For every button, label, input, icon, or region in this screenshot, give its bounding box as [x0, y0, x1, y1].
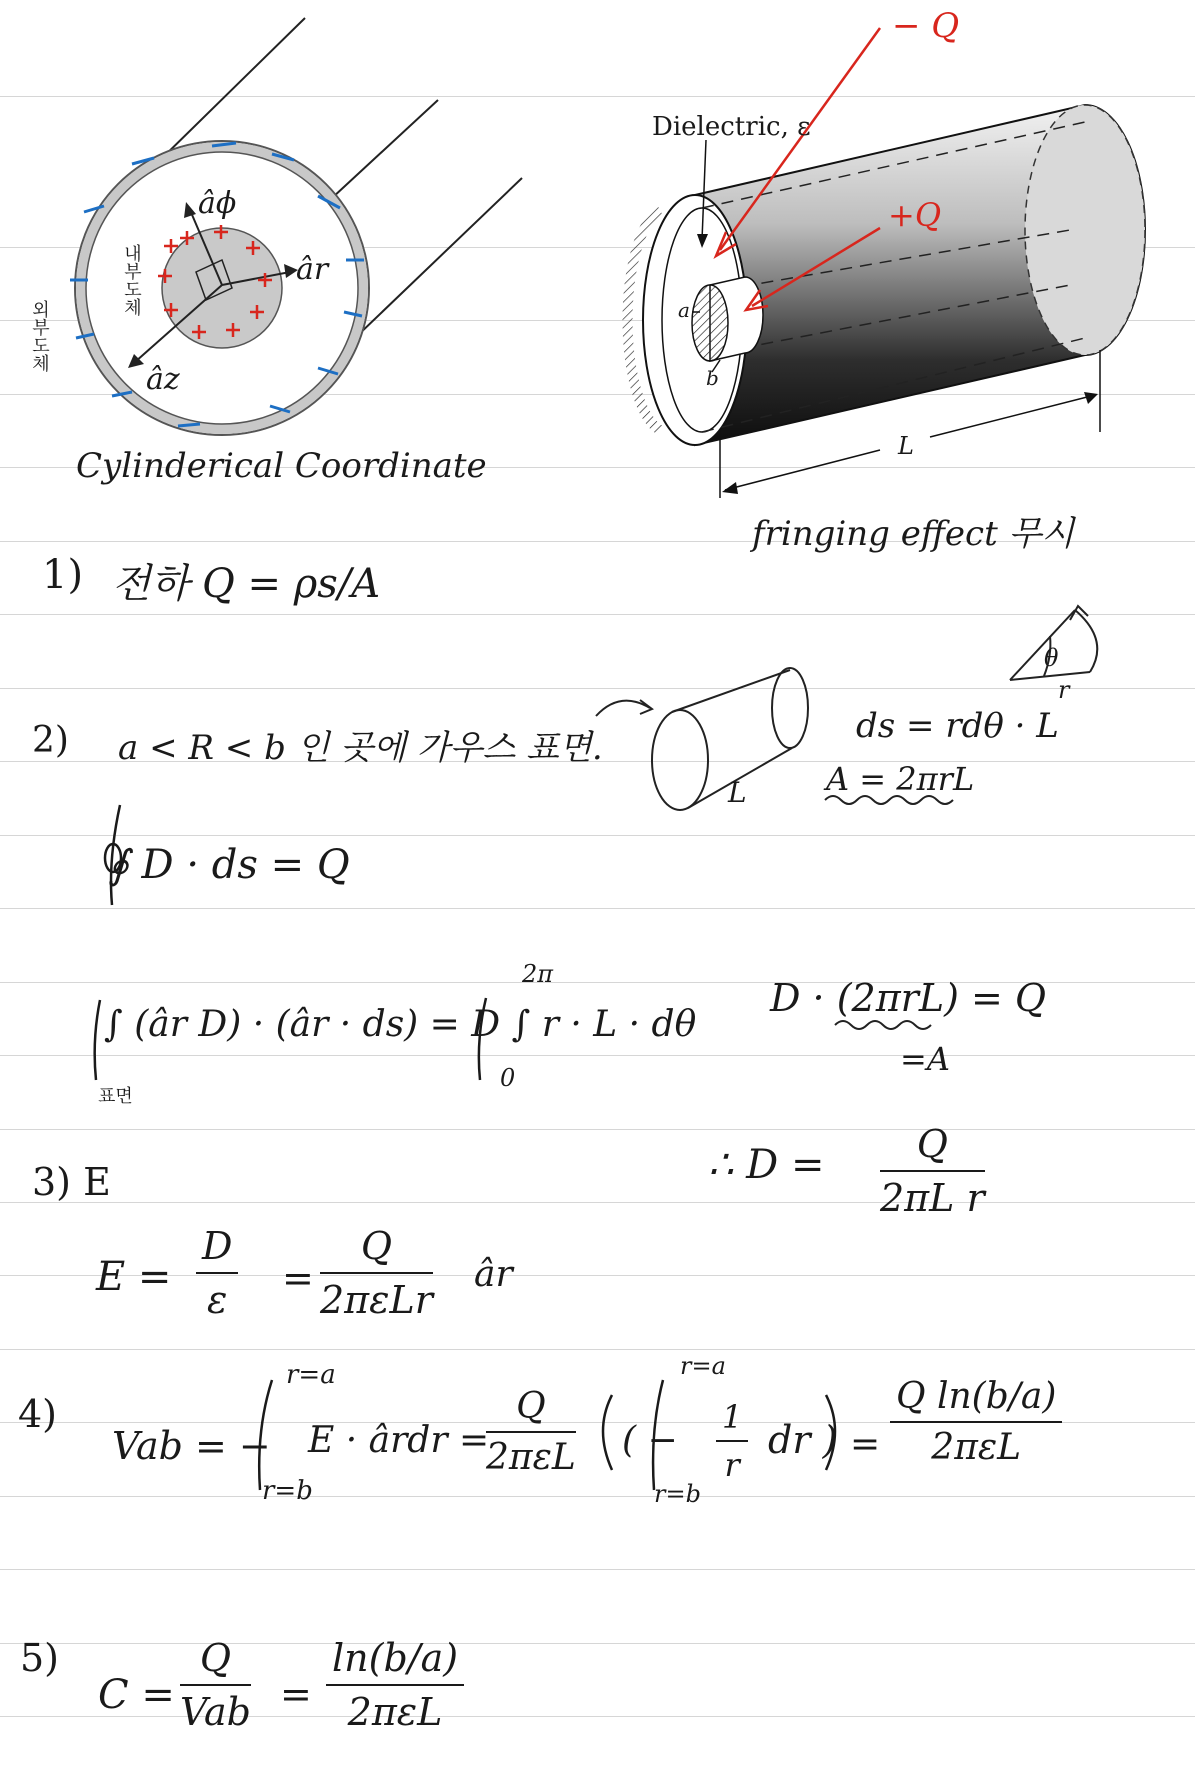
fringing-note: fringing effect 무시 — [752, 514, 1075, 554]
equals-sign-4: = — [850, 1424, 881, 1465]
therefore-d: ∴ D = — [708, 1142, 825, 1188]
vab-result-denominator: 2πεL — [931, 1427, 1022, 1468]
upper-limit-1: r=a — [286, 1360, 336, 1390]
ds-equation: ds = rdθ · L — [856, 706, 1059, 746]
vab-factor-fraction — [486, 1386, 576, 1478]
step-4-number: 4) — [18, 1392, 58, 1436]
c-fraction-2 — [326, 1636, 464, 1734]
gauss-law: ∮ D · ds = Q — [108, 842, 350, 888]
theta-label: θ — [1044, 644, 1059, 672]
surface-subscript: 표면 — [98, 1086, 133, 1107]
e-fraction-1-denominator: ε — [207, 1278, 228, 1322]
gaussian-cylinder-length: L — [728, 776, 747, 809]
area-under-label: =A — [900, 1040, 950, 1078]
vab-lhs: Vab = − — [112, 1424, 271, 1468]
one-over-r-numerator: 1 — [716, 1398, 748, 1442]
vab-result-fraction — [890, 1376, 1062, 1468]
radius-b-label: b — [706, 366, 719, 390]
pos-charge-label: +Q — [888, 196, 942, 234]
inner-conductor-label: 내부도체 — [121, 244, 142, 316]
c-lhs: C = — [98, 1672, 175, 1718]
one-over-r-denominator: r — [724, 1446, 740, 1484]
neg-charge-label: − Q — [892, 6, 960, 46]
lower-limit-2: r=b — [654, 1480, 701, 1508]
upper-limit-2: r=a — [680, 1352, 726, 1380]
equals-sign-5: = — [280, 1672, 312, 1716]
wavy-underline — [835, 1021, 931, 1029]
a-z-label: âz — [146, 362, 180, 397]
area-equation: A = 2πrL — [826, 760, 975, 798]
e-fraction-2-denominator: 2πεLr — [320, 1278, 433, 1322]
c-fraction-1-numerator: Q — [180, 1636, 251, 1686]
e-fraction-1 — [196, 1224, 238, 1322]
c-fraction-1-denominator: Vab — [180, 1690, 251, 1734]
equals-sign: = — [282, 1256, 314, 1300]
vab-result-numerator: Q ln(b/a) — [890, 1376, 1062, 1423]
vab-factor-denominator: 2πεL — [486, 1437, 576, 1478]
coax-cable-3d — [628, 28, 1145, 498]
step-1-text: 전하 Q = ρs/A — [112, 561, 381, 607]
lower-limit-1: r=b — [262, 1476, 313, 1506]
paren-open: ( − — [622, 1420, 678, 1461]
gaussian-cylinder-sketch — [596, 668, 808, 810]
step-1-number: 1) — [42, 552, 84, 598]
a-r-label: âr — [296, 252, 329, 287]
d-fraction-numerator: Q — [880, 1122, 985, 1172]
e-unit-vector: âr — [474, 1254, 513, 1295]
dr-close: dr ) — [768, 1418, 838, 1462]
figure-caption: Cylinderical Coordinate — [76, 446, 487, 486]
d-fraction — [880, 1122, 985, 1220]
e-lhs: E = — [96, 1254, 172, 1300]
d-fraction-denominator: 2πL r — [880, 1176, 985, 1220]
c-fraction-1 — [180, 1636, 251, 1734]
surface-integral: ∫ (âr D) · (âr · ds) = D ∫ r · L · dθ — [104, 1004, 697, 1045]
c-fraction-2-denominator: 2πεL — [347, 1690, 443, 1734]
e-fraction-2-numerator: Q — [320, 1224, 433, 1274]
vab-factor-numerator: Q — [486, 1386, 576, 1433]
length-label: L — [898, 432, 914, 460]
e-fraction-2 — [320, 1224, 433, 1322]
dielectric-label: Dielectric, ε — [652, 112, 811, 142]
d-area-equation: D · (2πrL) = Q — [770, 976, 1047, 1020]
integrand: E · ârdr = — [308, 1420, 490, 1461]
e-fraction-1-numerator: D — [196, 1224, 238, 1274]
one-over-r-fraction — [716, 1398, 748, 1484]
integral-upper-limit: 2π — [522, 960, 554, 988]
integral-lower-limit: 0 — [500, 1064, 516, 1092]
step-5-number: 5) — [20, 1636, 60, 1680]
step-3-number: 3) E — [32, 1160, 111, 1204]
c-fraction-2-numerator: ln(b/a) — [326, 1636, 464, 1686]
r-label: r — [1058, 676, 1070, 704]
step-2-number: 2) — [32, 720, 69, 761]
radius-a-label: a — [678, 298, 690, 322]
outer-conductor-label: 외부도체 — [29, 300, 50, 372]
step-2-text: a < R < b 인 곳에 가우스 표면. — [118, 728, 603, 768]
a-phi-label: âϕ — [198, 186, 237, 221]
